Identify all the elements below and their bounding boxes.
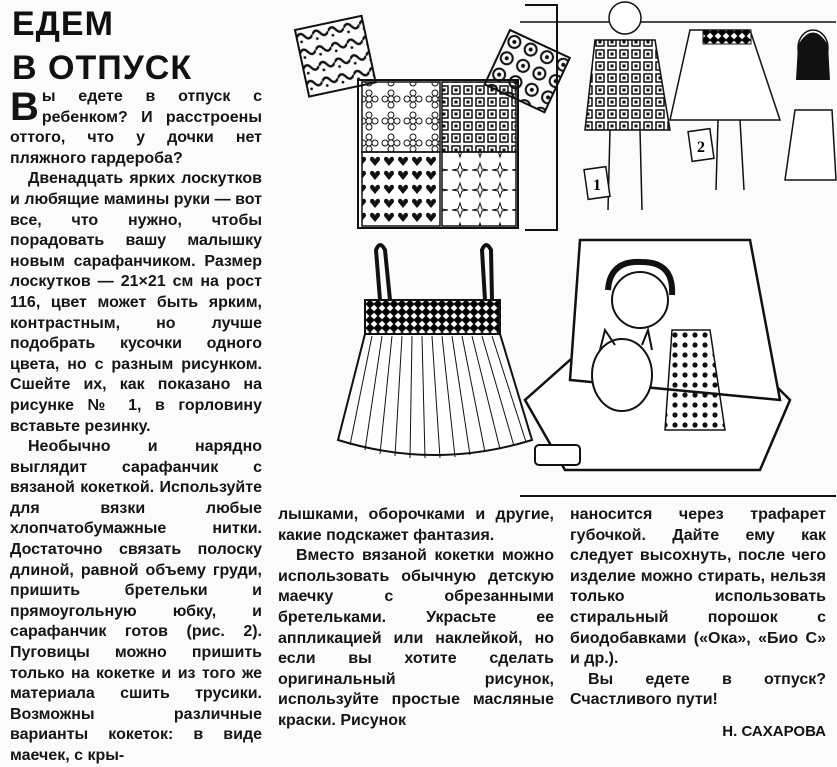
headline-line-1: ЕДЕМ bbox=[12, 5, 114, 43]
headline-line-2: В ОТПУСК bbox=[12, 49, 193, 87]
size-tag-1 bbox=[584, 167, 610, 200]
text-column-1 bbox=[10, 87, 262, 767]
sundress-illustration bbox=[270, 0, 837, 500]
girls-in-sundresses bbox=[520, 2, 836, 230]
text-column-3 bbox=[570, 505, 826, 711]
paragraph-knitted-yoke: Необычно и нарядно выглядит сарафанчик с вязаной кокеткой. Используйте для вязки любые хлопчатобумажные нитки. Достаточно связать полоску длиной, равной объему груди, пришить бретельки и прямоугольную юбку, и сарафанчик готов (рис. 2). Пуговицы можно пришить только на кокетке и из того же материала сшить трусики. Возможны различные варианты кокеток: в виде маечек, с кры- bbox=[10, 438, 262, 764]
svg-text:2: 2 bbox=[697, 139, 705, 156]
paragraph-intro: Вы едете в отпуск с ребенком? И расстроены оттого, что у дочки нет пляжного гардероба? bbox=[10, 85, 262, 167]
author-signature: Н. САХАРОВА bbox=[722, 723, 826, 740]
paragraph-stencil: наносится через трафарет губочкой. Дайте ему как следует высохнуть, после чего изделие можно стирать, нельзя только использовать стиральный порошок с биодобавками («Ока», «Био С» и др.). bbox=[570, 506, 826, 668]
knitted-yoke-sundress bbox=[338, 245, 532, 458]
paragraph-continuation: лышками, оборочками и другие, какие подскажет фантазия. bbox=[278, 506, 554, 544]
svg-text:1: 1 bbox=[593, 177, 601, 194]
paragraph-tshirt-yoke: Вместо вязаной кокетки можно использовать обычную детскую маечку с обрезанными бретельками. Украсьте ее аппликацией или наклейкой, но если вы хотите сделать оригинальный рисунок, используйте простые масляные краски. Рисунок bbox=[278, 547, 554, 729]
text-column-2 bbox=[278, 505, 554, 732]
drop-cap: В bbox=[10, 85, 39, 129]
paragraph-patches: Двенадцать ярких лоскутков и любящие мамины руки — вот все, что нужно, чтобы порадовать вашу малышку новым сарафанчиком. Размер лоскутков — 21×21 см на рост 116, цвет может быть ярким, контрастным, но лучше подобрать кусочки одного цвета, но с разным рисунком. Сшейте их, как показано на рисунке № 1, в горловину вставьте резинку. bbox=[10, 170, 262, 435]
patchwork-pattern bbox=[295, 16, 570, 228]
suitcase-with-girl-and-cat bbox=[525, 240, 790, 470]
paragraph-farewell: Вы едете в отпуск? Счастливого пути! bbox=[570, 670, 826, 709]
size-tag-2 bbox=[688, 129, 714, 162]
article-headline bbox=[12, 2, 192, 90]
